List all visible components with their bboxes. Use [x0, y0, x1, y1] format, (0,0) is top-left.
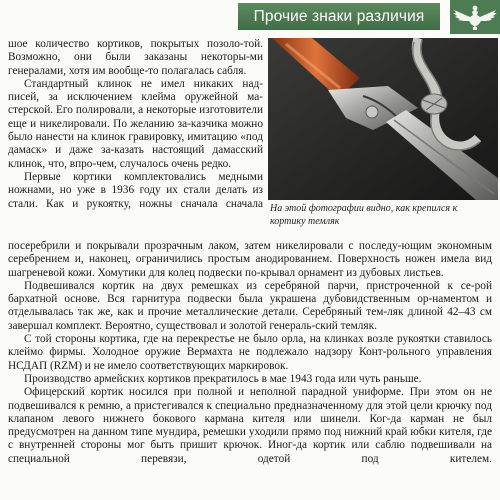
paragraph: Производство армейских кортиков прекратилось в мае 1943 года или чуть раньше.: [24, 372, 422, 385]
paragraph: посеребрили и покрывали прозрачным лаком, затем никелировали с последу-ющим экономным серебрением и, наконец, ограничились простым анодированием. Поверхность ножен имела вид шагреневой кожи. Хомутики для колец подвески по-крывал орнамент из дубовых листьев.: [8, 240, 492, 279]
paragraph: Стандартный клинок не имел никаких над-писей, за исключением клейма оружейной ма-стерской. Его полировали, а некоторые изготовители еще и никелировали. По желанию за-казчика можно было нанести на клинок гравировку, имитацию «под дамаск» и даже за-казать настоящий дамасский клинок, что, впро-чем, случалось очень редко.: [8, 77, 263, 170]
photo-caption: На этой фотографии видно, как крепился к кортику темляк: [270, 203, 458, 227]
paragraph: шое количество кортиков, покрытых позоло-той. Возможно, они были заказаны некоторы-ми генералами, хотя им вообще-то полагалась сабля.: [8, 38, 263, 77]
body-text-left-column: [8, 38, 263, 211]
dagger-photo: [268, 38, 498, 200]
section-title: Прочие знаки различия: [253, 7, 425, 25]
paragraph: С той стороны кортика, где на перекрестье не было орла, на клинках возле рукоятки ставилось клеймо фирмы. Холодное оружие Вермахта не подлежало надзору Конт-рольного управления НСДАП (RZM) и не имело соответствующих маркировок.: [8, 333, 492, 372]
body-text-full-width: [8, 240, 492, 466]
paragraph: Офицерский кортик носился при полной и неполной парадной униформе. При этом он не подвешивался к ремню, а пристегивался к специально предназначенному для этой цели крючку под клапаном левого нижнего бокового кармана кителя или шинели. Ког-да карман не был предусмотрен на данном типе мундира, ремешки уходили прямо под нижний край юбки кителя, где с внутренней стороны мог быть пришит крючок. Иног-да кортик или саблю подвешивали на специальной перевязи, одетой под кителем.: [8, 386, 492, 465]
section-header-band: [238, 3, 440, 30]
paragraph: Первые кортики комплектовались медными ножнами, но уже в 1936 году их стали делать из стали. Как и рукоятку, ножны сначала сначала: [8, 170, 263, 210]
paragraph: Подвешивался кортик на двух ремешках из серебряной парчи, пристроченной к се-рой бархатной основе. Вся гарнитура подвески была украшена дубовидственным ор-наментом и отделывалась так же, как и прочие металлические детали. Серебряный тем-ляк длиной 42–43 см завершал комплект. Вероятно, существовал и золотой генераль-ский темляк.: [8, 279, 492, 332]
eagle-emblem-icon: [450, 0, 500, 34]
